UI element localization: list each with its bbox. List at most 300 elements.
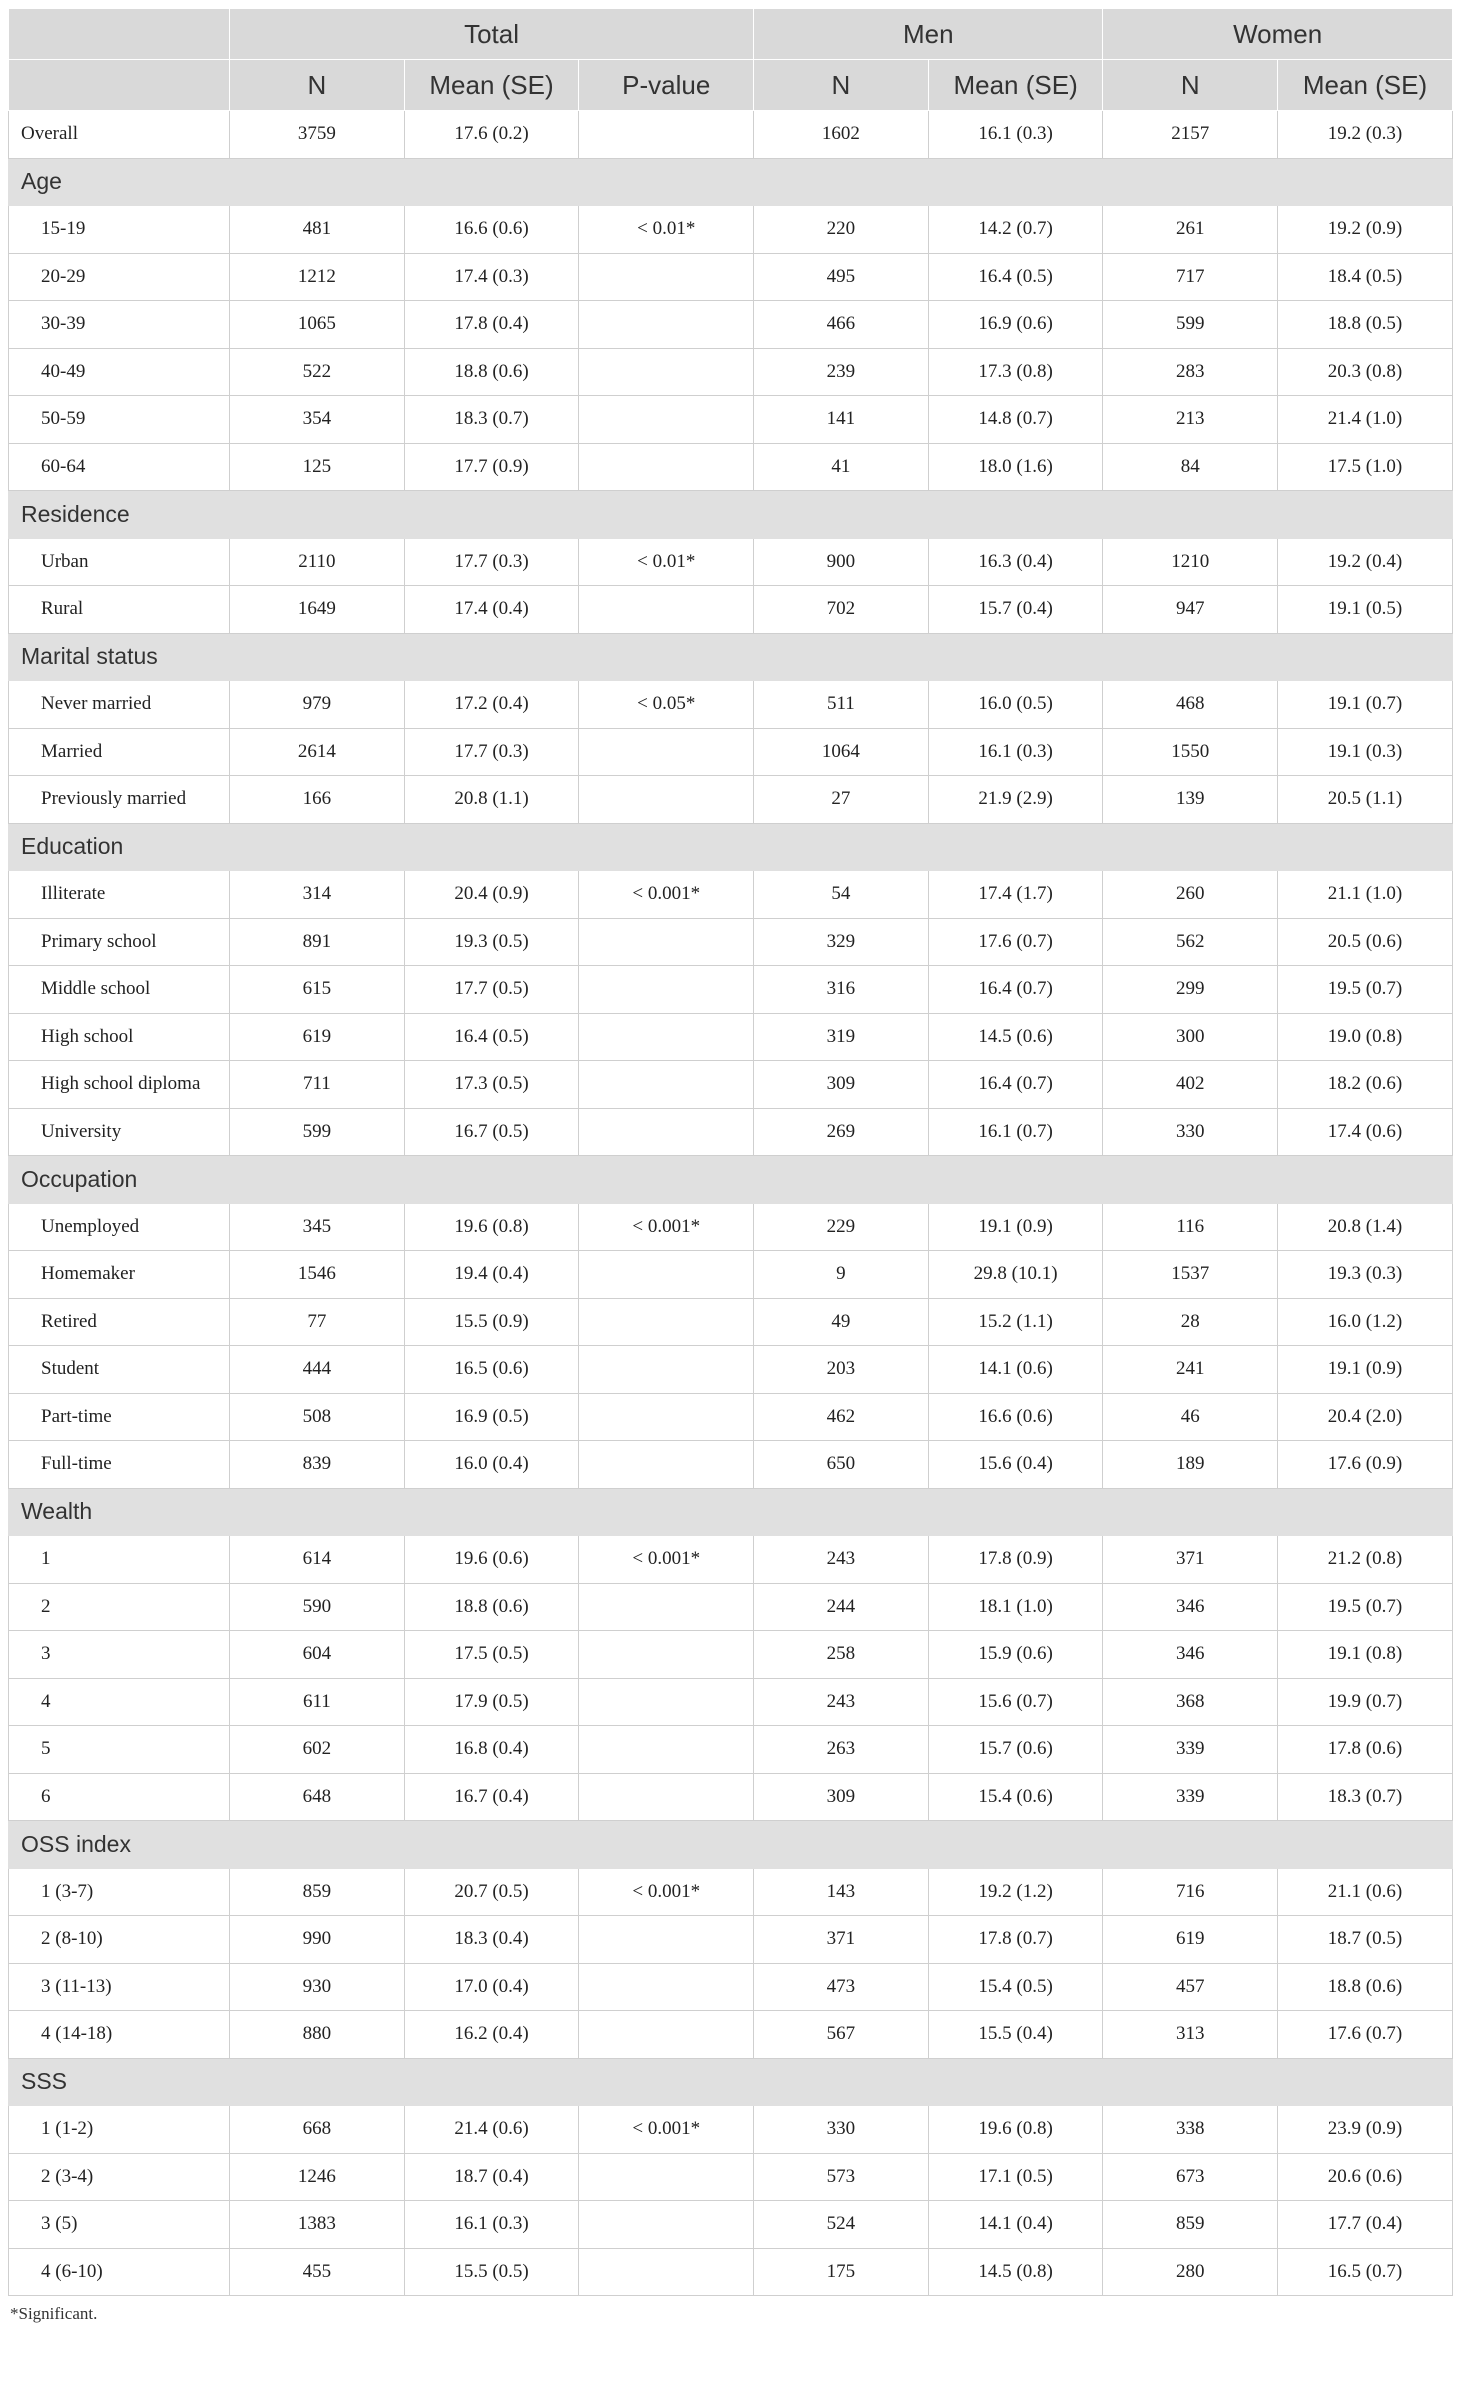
cell-men-mean: 16.4 (0.5) <box>928 253 1103 301</box>
table-container <box>8 8 1452 2324</box>
row-label: Homemaker <box>9 1251 230 1299</box>
cell-total-n: 979 <box>230 681 405 729</box>
cell-total-mean: 18.8 (0.6) <box>404 1583 579 1631</box>
row-label: Middle school <box>9 966 230 1014</box>
cell-total-pvalue: < 0.001* <box>579 871 754 919</box>
cell-women-mean: 20.3 (0.8) <box>1278 348 1453 396</box>
table-row <box>9 538 1453 586</box>
table-row <box>9 1868 1453 1916</box>
cell-total-pvalue <box>579 1298 754 1346</box>
cell-men-mean: 15.4 (0.6) <box>928 1773 1103 1821</box>
cell-women-mean: 16.5 (0.7) <box>1278 2248 1453 2296</box>
cell-total-n: 711 <box>230 1061 405 1109</box>
cell-total-pvalue <box>579 2011 754 2059</box>
row-label: Part-time <box>9 1393 230 1441</box>
cell-women-n: 330 <box>1103 1108 1278 1156</box>
cell-total-mean: 16.0 (0.4) <box>404 1441 579 1489</box>
cell-total-n: 614 <box>230 1536 405 1584</box>
cell-women-n: 562 <box>1103 918 1278 966</box>
cell-total-mean: 17.0 (0.4) <box>404 1963 579 2011</box>
cell-total-pvalue <box>579 1631 754 1679</box>
header-corner-2 <box>9 60 230 111</box>
cell-men-mean: 17.8 (0.7) <box>928 1916 1103 1964</box>
cell-women-n: 213 <box>1103 396 1278 444</box>
cell-women-n: 368 <box>1103 1678 1278 1726</box>
section-title: Age <box>9 158 1453 206</box>
cell-men-n: 1064 <box>754 728 929 776</box>
cell-total-mean: 18.7 (0.4) <box>404 2153 579 2201</box>
table-row <box>9 1108 1453 1156</box>
table-row <box>9 396 1453 444</box>
row-label: 1 (1-2) <box>9 2106 230 2154</box>
row-label: Never married <box>9 681 230 729</box>
cell-total-mean: 17.7 (0.5) <box>404 966 579 1014</box>
table-row <box>9 681 1453 729</box>
cell-men-n: 243 <box>754 1536 929 1584</box>
cell-total-n: 522 <box>230 348 405 396</box>
table-row <box>9 871 1453 919</box>
cell-men-n: 466 <box>754 301 929 349</box>
cell-men-n: 49 <box>754 1298 929 1346</box>
cell-women-n: 283 <box>1103 348 1278 396</box>
cell-women-mean: 21.1 (0.6) <box>1278 1868 1453 1916</box>
row-label: Student <box>9 1346 230 1394</box>
cell-total-pvalue <box>579 1441 754 1489</box>
cell-men-n: 175 <box>754 2248 929 2296</box>
section-header-row <box>9 823 1453 871</box>
table-row <box>9 1726 1453 1774</box>
cell-women-mean: 19.9 (0.7) <box>1278 1678 1453 1726</box>
cell-women-mean: 20.4 (2.0) <box>1278 1393 1453 1441</box>
cell-women-n: 139 <box>1103 776 1278 824</box>
cell-total-pvalue: < 0.001* <box>579 1536 754 1584</box>
cell-men-n: 316 <box>754 966 929 1014</box>
table-row <box>9 1298 1453 1346</box>
cell-men-n: 141 <box>754 396 929 444</box>
cell-men-mean: 16.0 (0.5) <box>928 681 1103 729</box>
cell-men-n: 244 <box>754 1583 929 1631</box>
cell-total-mean: 16.8 (0.4) <box>404 1726 579 1774</box>
cell-women-n: 346 <box>1103 1631 1278 1679</box>
cell-total-pvalue <box>579 443 754 491</box>
cell-total-n: 508 <box>230 1393 405 1441</box>
cell-women-mean: 18.2 (0.6) <box>1278 1061 1453 1109</box>
cell-total-mean: 18.3 (0.4) <box>404 1916 579 1964</box>
cell-total-pvalue <box>579 2153 754 2201</box>
cell-total-mean: 17.7 (0.9) <box>404 443 579 491</box>
cell-total-pvalue <box>579 1773 754 1821</box>
cell-total-n: 77 <box>230 1298 405 1346</box>
section-title: OSS index <box>9 1821 1453 1869</box>
cell-men-n: 567 <box>754 2011 929 2059</box>
cell-men-n: 462 <box>754 1393 929 1441</box>
cell-women-n: 189 <box>1103 1441 1278 1489</box>
cell-total-pvalue <box>579 301 754 349</box>
cell-total-pvalue <box>579 1583 754 1631</box>
cell-women-mean: 19.5 (0.7) <box>1278 966 1453 1014</box>
cell-women-n: 599 <box>1103 301 1278 349</box>
cell-total-pvalue <box>579 966 754 1014</box>
cell-total-n: 166 <box>230 776 405 824</box>
table-row <box>9 1441 1453 1489</box>
cell-total-n: 990 <box>230 1916 405 1964</box>
row-label: Previously married <box>9 776 230 824</box>
cell-total-n: 3759 <box>230 111 405 159</box>
cell-total-pvalue <box>579 1916 754 1964</box>
cell-women-mean: 19.1 (0.3) <box>1278 728 1453 776</box>
row-label: University <box>9 1108 230 1156</box>
table-row <box>9 966 1453 1014</box>
cell-women-n: 402 <box>1103 1061 1278 1109</box>
table-row <box>9 728 1453 776</box>
table-row <box>9 776 1453 824</box>
cell-men-n: 269 <box>754 1108 929 1156</box>
data-table <box>8 8 1453 2296</box>
section-title: SSS <box>9 2058 1453 2106</box>
cell-men-n: 573 <box>754 2153 929 2201</box>
cell-men-mean: 15.9 (0.6) <box>928 1631 1103 1679</box>
cell-men-mean: 16.1 (0.3) <box>928 728 1103 776</box>
cell-men-n: 263 <box>754 1726 929 1774</box>
cell-men-mean: 17.6 (0.7) <box>928 918 1103 966</box>
section-title: Marital status <box>9 633 1453 681</box>
cell-men-n: 243 <box>754 1678 929 1726</box>
cell-total-pvalue <box>579 1251 754 1299</box>
cell-men-n: 143 <box>754 1868 929 1916</box>
cell-women-n: 457 <box>1103 1963 1278 2011</box>
cell-total-n: 455 <box>230 2248 405 2296</box>
section-title: Wealth <box>9 1488 1453 1536</box>
cell-total-pvalue: < 0.05* <box>579 681 754 729</box>
cell-women-mean: 20.6 (0.6) <box>1278 2153 1453 2201</box>
cell-women-n: 371 <box>1103 1536 1278 1584</box>
section-header-row <box>9 1488 1453 1536</box>
cell-men-n: 329 <box>754 918 929 966</box>
cell-total-n: 444 <box>230 1346 405 1394</box>
cell-women-n: 280 <box>1103 2248 1278 2296</box>
cell-total-pvalue <box>579 728 754 776</box>
cell-men-mean: 16.4 (0.7) <box>928 1061 1103 1109</box>
cell-total-mean: 21.4 (0.6) <box>404 2106 579 2154</box>
cell-total-mean: 15.5 (0.9) <box>404 1298 579 1346</box>
cell-total-n: 602 <box>230 1726 405 1774</box>
cell-men-mean: 18.1 (1.0) <box>928 1583 1103 1631</box>
cell-total-n: 880 <box>230 2011 405 2059</box>
row-label: 40-49 <box>9 348 230 396</box>
cell-men-mean: 15.6 (0.7) <box>928 1678 1103 1726</box>
row-label: 60-64 <box>9 443 230 491</box>
row-label: High school diploma <box>9 1061 230 1109</box>
cell-total-pvalue <box>579 2201 754 2249</box>
row-label: 50-59 <box>9 396 230 444</box>
table-row <box>9 2106 1453 2154</box>
cell-women-n: 2157 <box>1103 111 1278 159</box>
cell-total-mean: 19.4 (0.4) <box>404 1251 579 1299</box>
cell-women-n: 260 <box>1103 871 1278 919</box>
cell-total-mean: 16.5 (0.6) <box>404 1346 579 1394</box>
section-header-row <box>9 158 1453 206</box>
cell-men-mean: 15.6 (0.4) <box>928 1441 1103 1489</box>
cell-men-mean: 14.8 (0.7) <box>928 396 1103 444</box>
cell-total-pvalue: < 0.01* <box>579 206 754 254</box>
cell-women-n: 468 <box>1103 681 1278 729</box>
table-row <box>9 2201 1453 2249</box>
cell-men-mean: 16.9 (0.6) <box>928 301 1103 349</box>
cell-men-n: 900 <box>754 538 929 586</box>
cell-total-mean: 16.2 (0.4) <box>404 2011 579 2059</box>
row-label: Married <box>9 728 230 776</box>
cell-men-n: 330 <box>754 2106 929 2154</box>
section-header-row <box>9 2058 1453 2106</box>
cell-total-n: 1383 <box>230 2201 405 2249</box>
cell-women-n: 28 <box>1103 1298 1278 1346</box>
table-body <box>9 111 1453 2296</box>
row-label: 4 (6-10) <box>9 2248 230 2296</box>
cell-men-n: 220 <box>754 206 929 254</box>
cell-women-mean: 19.2 (0.4) <box>1278 538 1453 586</box>
cell-total-pvalue <box>579 1393 754 1441</box>
row-label: 20-29 <box>9 253 230 301</box>
cell-men-n: 9 <box>754 1251 929 1299</box>
section-header-row <box>9 491 1453 539</box>
header-col-total-pvalue: P-value <box>579 60 754 111</box>
cell-total-mean: 17.2 (0.4) <box>404 681 579 729</box>
cell-total-pvalue <box>579 1346 754 1394</box>
header-group-row <box>9 9 1453 60</box>
table-row <box>9 1963 1453 2011</box>
header-group-women: Women <box>1103 9 1452 60</box>
cell-women-mean: 20.8 (1.4) <box>1278 1203 1453 1251</box>
cell-men-mean: 16.3 (0.4) <box>928 538 1103 586</box>
cell-total-mean: 17.4 (0.3) <box>404 253 579 301</box>
table-row <box>9 1631 1453 1679</box>
cell-total-mean: 16.7 (0.4) <box>404 1773 579 1821</box>
section-title: Occupation <box>9 1156 1453 1204</box>
cell-women-n: 46 <box>1103 1393 1278 1441</box>
row-label: High school <box>9 1013 230 1061</box>
row-label: 30-39 <box>9 301 230 349</box>
cell-women-n: 346 <box>1103 1583 1278 1631</box>
cell-women-mean: 20.5 (0.6) <box>1278 918 1453 966</box>
cell-total-n: 1246 <box>230 2153 405 2201</box>
cell-women-mean: 19.2 (0.3) <box>1278 111 1453 159</box>
cell-men-n: 27 <box>754 776 929 824</box>
header-group-total: Total <box>230 9 754 60</box>
cell-women-mean: 19.5 (0.7) <box>1278 1583 1453 1631</box>
cell-men-mean: 17.1 (0.5) <box>928 2153 1103 2201</box>
overall-row <box>9 111 1453 159</box>
table-row <box>9 1536 1453 1584</box>
cell-women-mean: 19.1 (0.7) <box>1278 681 1453 729</box>
cell-women-n: 261 <box>1103 206 1278 254</box>
cell-women-n: 299 <box>1103 966 1278 1014</box>
cell-men-mean: 14.2 (0.7) <box>928 206 1103 254</box>
row-label: 3 (5) <box>9 2201 230 2249</box>
cell-men-n: 41 <box>754 443 929 491</box>
cell-total-pvalue <box>579 776 754 824</box>
cell-total-n: 619 <box>230 1013 405 1061</box>
cell-total-pvalue <box>579 1963 754 2011</box>
table-row <box>9 301 1453 349</box>
cell-total-pvalue <box>579 1726 754 1774</box>
cell-men-mean: 19.1 (0.9) <box>928 1203 1103 1251</box>
cell-total-n: 930 <box>230 1963 405 2011</box>
cell-women-n: 673 <box>1103 2153 1278 2201</box>
cell-total-mean: 17.7 (0.3) <box>404 538 579 586</box>
section-title: Residence <box>9 491 1453 539</box>
cell-men-n: 473 <box>754 1963 929 2011</box>
cell-total-pvalue <box>579 1013 754 1061</box>
header-col-total-mean: Mean (SE) <box>404 60 579 111</box>
header-column-row <box>9 60 1453 111</box>
cell-total-n: 2110 <box>230 538 405 586</box>
cell-total-n: 599 <box>230 1108 405 1156</box>
cell-total-pvalue: < 0.001* <box>579 1203 754 1251</box>
cell-men-mean: 16.4 (0.7) <box>928 966 1103 1014</box>
cell-women-n: 338 <box>1103 2106 1278 2154</box>
cell-men-mean: 17.3 (0.8) <box>928 348 1103 396</box>
cell-total-n: 590 <box>230 1583 405 1631</box>
cell-total-pvalue <box>579 1678 754 1726</box>
cell-total-pvalue <box>579 348 754 396</box>
cell-men-mean: 15.7 (0.4) <box>928 586 1103 634</box>
cell-women-mean: 18.7 (0.5) <box>1278 1916 1453 1964</box>
cell-women-mean: 19.1 (0.8) <box>1278 1631 1453 1679</box>
table-row <box>9 206 1453 254</box>
cell-women-n: 1537 <box>1103 1251 1278 1299</box>
table-row <box>9 1203 1453 1251</box>
row-label: Retired <box>9 1298 230 1346</box>
cell-total-n: 1212 <box>230 253 405 301</box>
cell-men-n: 371 <box>754 1916 929 1964</box>
footnote: *Significant. <box>10 2304 98 2323</box>
table-row <box>9 1773 1453 1821</box>
cell-total-n: 1065 <box>230 301 405 349</box>
row-label: Urban <box>9 538 230 586</box>
cell-men-mean: 14.1 (0.6) <box>928 1346 1103 1394</box>
cell-men-n: 203 <box>754 1346 929 1394</box>
cell-women-n: 84 <box>1103 443 1278 491</box>
cell-women-n: 313 <box>1103 2011 1278 2059</box>
cell-women-mean: 17.7 (0.4) <box>1278 2201 1453 2249</box>
cell-women-n: 300 <box>1103 1013 1278 1061</box>
table-row <box>9 1678 1453 1726</box>
row-label: Illiterate <box>9 871 230 919</box>
cell-men-mean: 15.5 (0.4) <box>928 2011 1103 2059</box>
cell-men-mean: 16.1 (0.7) <box>928 1108 1103 1156</box>
table-row <box>9 1393 1453 1441</box>
cell-women-mean: 19.2 (0.9) <box>1278 206 1453 254</box>
cell-total-mean: 17.8 (0.4) <box>404 301 579 349</box>
cell-women-mean: 16.0 (1.2) <box>1278 1298 1453 1346</box>
cell-women-mean: 17.8 (0.6) <box>1278 1726 1453 1774</box>
header-group-men: Men <box>754 9 1103 60</box>
row-label: 6 <box>9 1773 230 1821</box>
header-col-total-n: N <box>230 60 405 111</box>
table-row <box>9 918 1453 966</box>
cell-women-mean: 18.3 (0.7) <box>1278 1773 1453 1821</box>
cell-men-mean: 19.6 (0.8) <box>928 2106 1103 2154</box>
cell-women-n: 717 <box>1103 253 1278 301</box>
cell-men-mean: 16.1 (0.3) <box>928 111 1103 159</box>
cell-total-n: 1649 <box>230 586 405 634</box>
cell-women-mean: 19.1 (0.5) <box>1278 586 1453 634</box>
cell-men-mean: 19.2 (1.2) <box>928 1868 1103 1916</box>
cell-total-pvalue <box>579 253 754 301</box>
cell-women-mean: 21.2 (0.8) <box>1278 1536 1453 1584</box>
cell-total-mean: 17.7 (0.3) <box>404 728 579 776</box>
row-label: Unemployed <box>9 1203 230 1251</box>
cell-total-mean: 16.4 (0.5) <box>404 1013 579 1061</box>
table-row <box>9 1013 1453 1061</box>
cell-men-n: 650 <box>754 1441 929 1489</box>
cell-men-n: 309 <box>754 1773 929 1821</box>
table-header <box>9 9 1453 111</box>
cell-total-n: 314 <box>230 871 405 919</box>
cell-total-mean: 18.3 (0.7) <box>404 396 579 444</box>
table-row <box>9 2011 1453 2059</box>
cell-total-n: 615 <box>230 966 405 1014</box>
cell-men-n: 319 <box>754 1013 929 1061</box>
cell-men-mean: 14.5 (0.8) <box>928 2248 1103 2296</box>
table-row <box>9 1251 1453 1299</box>
row-label: 4 <box>9 1678 230 1726</box>
cell-men-n: 229 <box>754 1203 929 1251</box>
row-label: 2 (3-4) <box>9 2153 230 2201</box>
cell-men-mean: 15.2 (1.1) <box>928 1298 1103 1346</box>
cell-men-mean: 17.4 (1.7) <box>928 871 1103 919</box>
cell-total-mean: 17.4 (0.4) <box>404 586 579 634</box>
cell-men-n: 54 <box>754 871 929 919</box>
cell-total-mean: 18.8 (0.6) <box>404 348 579 396</box>
table-row <box>9 443 1453 491</box>
cell-total-pvalue <box>579 1061 754 1109</box>
row-label: 2 (8-10) <box>9 1916 230 1964</box>
cell-women-mean: 17.6 (0.9) <box>1278 1441 1453 1489</box>
cell-total-n: 1546 <box>230 1251 405 1299</box>
cell-men-mean: 15.7 (0.6) <box>928 1726 1103 1774</box>
cell-total-pvalue: < 0.01* <box>579 538 754 586</box>
row-label: 3 <box>9 1631 230 1679</box>
cell-men-n: 524 <box>754 2201 929 2249</box>
table-row <box>9 1061 1453 1109</box>
cell-women-mean: 19.0 (0.8) <box>1278 1013 1453 1061</box>
cell-total-n: 604 <box>230 1631 405 1679</box>
table-row <box>9 1346 1453 1394</box>
cell-men-n: 239 <box>754 348 929 396</box>
cell-women-mean: 19.3 (0.3) <box>1278 1251 1453 1299</box>
header-col-men-mean: Mean (SE) <box>928 60 1103 111</box>
section-header-row <box>9 1821 1453 1869</box>
cell-women-mean: 17.4 (0.6) <box>1278 1108 1453 1156</box>
row-label: Overall <box>9 111 230 159</box>
table-row <box>9 1916 1453 1964</box>
table-row <box>9 586 1453 634</box>
cell-total-mean: 20.7 (0.5) <box>404 1868 579 1916</box>
cell-total-n: 648 <box>230 1773 405 1821</box>
table-row <box>9 348 1453 396</box>
cell-women-n: 339 <box>1103 1726 1278 1774</box>
cell-women-mean: 17.5 (1.0) <box>1278 443 1453 491</box>
cell-total-mean: 16.6 (0.6) <box>404 206 579 254</box>
cell-men-mean: 14.1 (0.4) <box>928 2201 1103 2249</box>
cell-women-mean: 18.8 (0.6) <box>1278 1963 1453 2011</box>
cell-total-n: 2614 <box>230 728 405 776</box>
cell-women-n: 947 <box>1103 586 1278 634</box>
cell-total-mean: 16.9 (0.5) <box>404 1393 579 1441</box>
header-col-men-n: N <box>754 60 929 111</box>
table-row <box>9 2153 1453 2201</box>
